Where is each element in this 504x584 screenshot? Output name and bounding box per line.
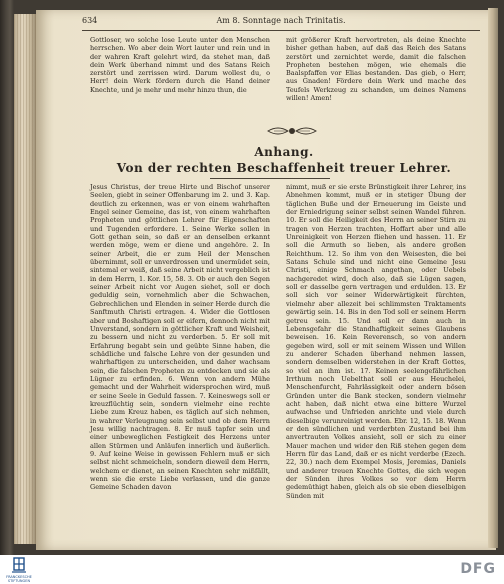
heading-rule <box>210 178 330 179</box>
ornament-icon <box>264 124 320 138</box>
page-edge <box>488 8 498 548</box>
page-number: 634 <box>82 16 98 25</box>
section-subheading: Von der rechten Beschaffenheit treuer Lehrer. <box>116 161 452 175</box>
body-text-left: Jesus Christus, der treue Hirte und Bischof unserer Seelen, giebt in seiner Offenbarung im 2. und 3. Kap. deutlich zu erkennen, was er von einem wahrhaften Engel seiner Gemeine, das ist, von einem wahrhaften Propheten und göttlichen Lehrer für Eigenschaften und Tugenden erfordere. 1. Seine Werke sollen in Gott gethan sein, so daß er an denselben erkannt werden möge, wem er diene und angehöre. 2. In seiner Arbeit, die er zum Heil der Menschen übernimmt, soll er unverdrossen und unermüdet sein, sintemal er weiß, daß seine Arbeit nicht vergeblich ist in dem Herrn, 1. Kor. 15, 58. 3. Ob er auch den Segen seiner Arbeit nicht vor Augen siehet, soll er doch geduldig sein, vornehmlich aber die Schwachen, Gebrechlichen und Elenden in seiner Herde durch die Sanftmuth Christi ertragen. 4. Wider die Gottlosen aber und Boshaftigen soll er eifern, dennoch nicht mit Unverstand, sondern in göttlicher Kraft und Weisheit, zu bessern und nicht zu verderben. 5. Er soll mit Erfahrung begabt sein und geübte Sinne haben, die schädliche und falsche Lehre von der gesunden und wahrhaftigen zu unterscheiden, und daher wachsam sein, die falschen Propheten zu entdecken und sie als Lügner zu erfinden. 6. Wenn von andern Mühe gemacht und der Wahrheit widersprochen wird, muß er seine Seele in Geduld fassen. 7. Keineswegs soll er kreuzflüchtig sein, sondern vielmehr eine rechte Liebe zum Kreuz haben, es täglich auf sich nehmen, in wahrer Verleugnung sein selbst und ob dem Herrn Jesu willig nachtragen. 8. Er muß tapfer sein und einer unbeweglichen Festigkeit des Herzens unter allen Stürmen und Anläufen innerlich und äußerlich. 9. Auf keine Weise in gewissen Fehlern muß er sich selbst nicht schmeicheln, sondern dieweil dem Herrn, welchem er dienet, an seinen Knechten sehr mißfällt, wenn sie die erste Liebe verlassen, und die ganze Gemeine Schaden davon <box>90 183 270 492</box>
top-text-right: mit größerer Kraft hervortreten, als deine Knechte bisher gethan haben, auf daß das Reich des Satans zerstört und zernichtet werde, damit die falschen Propheten bestehen mögen, wie ehemals die Baalspfaffen vor Elias bestanden. Das gieb, o Herr, aus Gnaden! Fördere dein Werk und mache des Teufels Werkzeug zu schanden, um deines Namens willen! Amen! <box>286 36 466 103</box>
section-heading: Anhang. <box>254 145 314 159</box>
running-header <box>82 14 480 30</box>
dfg-logo: DFG <box>460 561 496 577</box>
book-spine <box>14 14 36 544</box>
foundation-logo-text: FRANCKESCHE STIFTUNGEN <box>6 575 32 583</box>
body-text-right: nimmt, muß er sie erste Brünstigkeit ihrer Lehrer, ins Abnehmen kommt, muß er in stetiger Übung der täglichen Buße und der Erneuerung im Geiste und der Erniedrigung seiner selbst seinen Wandel führen. 10. Er soll die Heiligkeit des Herrn an seiner Stirn zu tragen von Herzen trachten, Hoffart aber und alle Unreinigkeit von Herzen fliehen und hassen. 11. Er soll die Armuth so lieben, als andere großen Reichthum. 12. So ihm von den Weisesten, die bei Satans Schule sind und nicht eine Gemeine Jesu Christi, einige Schmach angethan, oder Uebels nachgeredet wird, doch also, daß sie Lügen sagen, soll er dasselbe gern vertragen und erdulden. 13. Er soll sich vor seiner Widerwärtigkeit fürchten, vielmehr aber allezeit bei schlimmsten Traktaments gewärtig sein. 14. Bis in den Tod soll er seinem Herrn getreu sein. 15. Und soll er dann auch in Lebensgefahr die Standhaftigkeit seines Glaubens beweisen. 16. Kein Reverensch, so von andern gegeben wird, soll er mit seinem Wissen und Willen zu anderer Schaden überhand nehmen lassen, sondern demselben widerstehen in der Kraft Gottes, so viel an ihm ist. 17. Keinen seelengefährlichen Irrthum noch Uebelthat soll er aus Heuchelei, Menschenfurcht, Fahrlässigkeit oder andern bösen Gründen unter die Bank stecken, sondern vielmehr acht haben, daß nicht etwa eine bittere Wurzel aufwachse und Unfrieden anrichte und viele durch dieselbige verunreinigt werden. Ebr. 12, 15. 18. Wenn er den sündlichen und verderbten Zustand bei ihm anvertrauten Volkes ansieht, soll er sich zu einer Mauer machen und wider den Riß stehen gegen dem Herrn für das Land, daß er es nicht verderbe (Ezech. 22, 30.) nach dem Exempel Mosis, Jeremias, Daniels und anderer treuen Knechte Gottes, die sich wegen der Sünden ihres Volkes so vor dem Herrn gedemüthigt haben, gleich als ob sie eben dieselbigen Sünden mit <box>286 183 466 500</box>
top-text-left: Gottloser, wo solche lose Leute unter den Menschen herrschen. Wo aber dein Wort lauter und rein und in der wahren Kraft gelehrt wird, da stehet man, daß dein Werk überhand nimmt und des Satans Reich zerstört und zerrissen wird. Darum wollest du, o Herr! dein Werk fördern durch die Hand deiner Knechte, und je mehr und mehr hinzu thun, die <box>90 36 270 94</box>
header-rule <box>82 30 480 31</box>
header-title: Am 8. Sonntage nach Trinitatis. <box>216 16 346 25</box>
footer-bar <box>0 555 504 584</box>
